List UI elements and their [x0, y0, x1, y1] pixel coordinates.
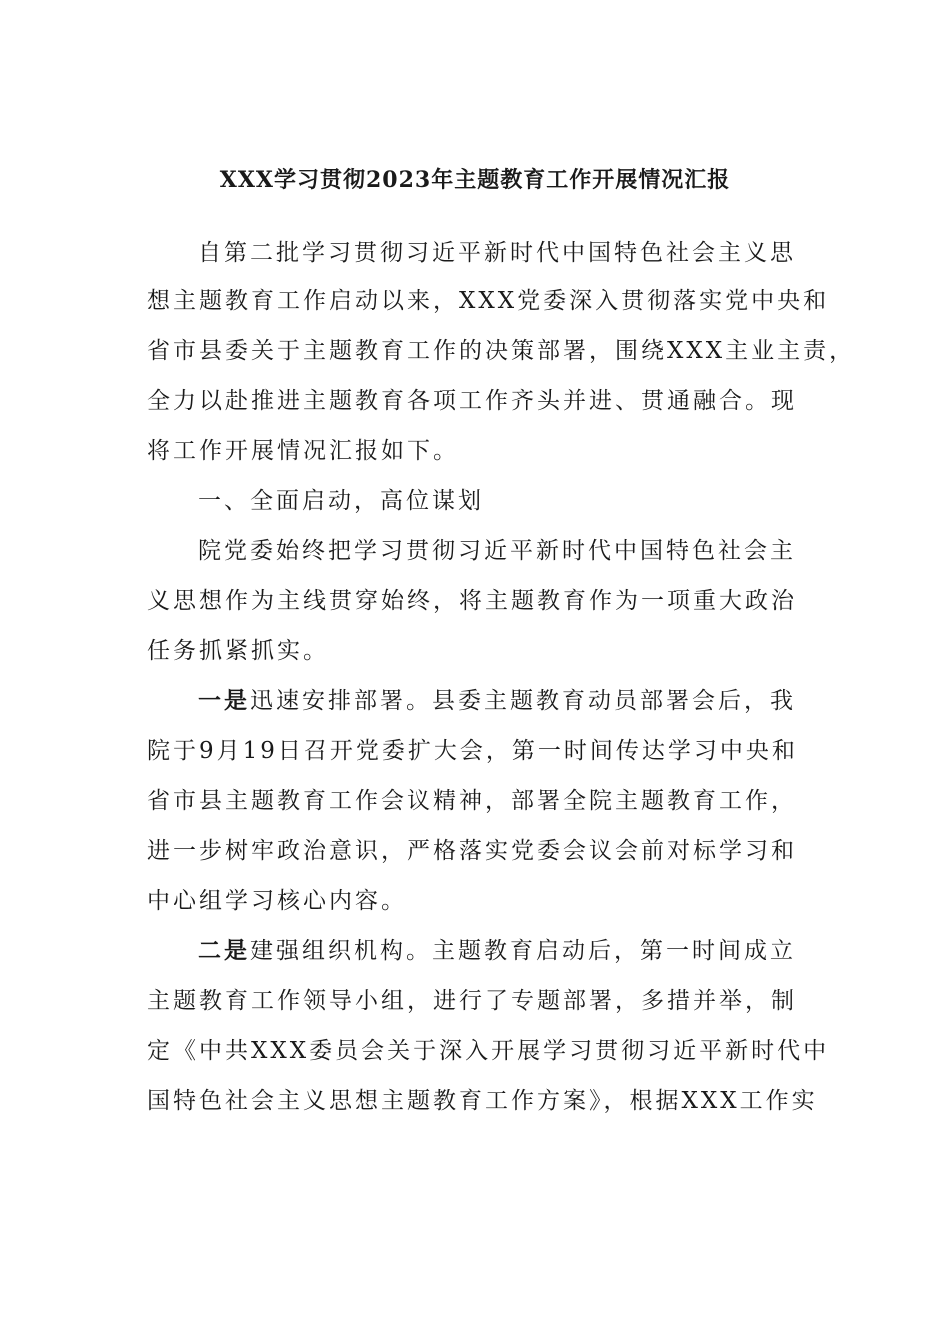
item1-text: 迅速安排部署。县委主题教育动员部署会后，我	[250, 688, 796, 714]
item1-line: 进一步树牢政治意识，严格落实党委会议会前对标学习和	[147, 838, 797, 864]
item2-line: 主题教育工作领导小组，进行了专题部署，多措并举，制	[147, 988, 797, 1014]
intro-line: 自第二批学习贯彻习近平新时代中国特色社会主义思	[198, 240, 796, 266]
section-para-line: 院党委始终把学习贯彻习近平新时代中国特色社会主	[198, 538, 796, 564]
intro-line: 想主题教育工作启动以来，XXX党委深入贯彻落实党中央和	[147, 288, 830, 314]
section-heading: 一、全面启动，高位谋划	[198, 488, 484, 514]
item2-line: 国特色社会主义思想主题教育工作方案》，根据XXX工作实	[147, 1088, 818, 1114]
item1-line: 省市县主题教育工作会议精神，部署全院主题教育工作，	[147, 788, 797, 814]
item2-line: 定《中共XXX委员会关于深入开展学习贯彻习近平新时代中	[147, 1038, 830, 1064]
item1-line: 中心组学习核心内容。	[147, 888, 407, 914]
document-title: XXX学习贯彻2023年主题教育工作开展情况汇报	[219, 167, 731, 193]
intro-line: 全力以赴推进主题教育各项工作齐头并进、贯通融合。现	[147, 388, 797, 414]
intro-line: 将工作开展情况汇报如下。	[147, 438, 459, 464]
item1-line: 院于9月19日召开党委扩大会，第一时间传达学习中央和	[147, 738, 798, 764]
item1-lead: 一是	[198, 687, 250, 714]
item2-lead: 二是	[198, 937, 250, 964]
item2-first-line	[198, 931, 796, 971]
section-para-line: 义思想作为主线贯穿始终，将主题教育作为一项重大政治	[147, 588, 797, 614]
item2-text: 建强组织机构。主题教育启动后，第一时间成立	[250, 938, 796, 964]
section-para-line: 任务抓紧抓实。	[147, 638, 329, 664]
intro-line: 省市县委关于主题教育工作的决策部署，围绕XXX主业主责，	[147, 338, 856, 364]
item1-first-line	[198, 681, 796, 721]
